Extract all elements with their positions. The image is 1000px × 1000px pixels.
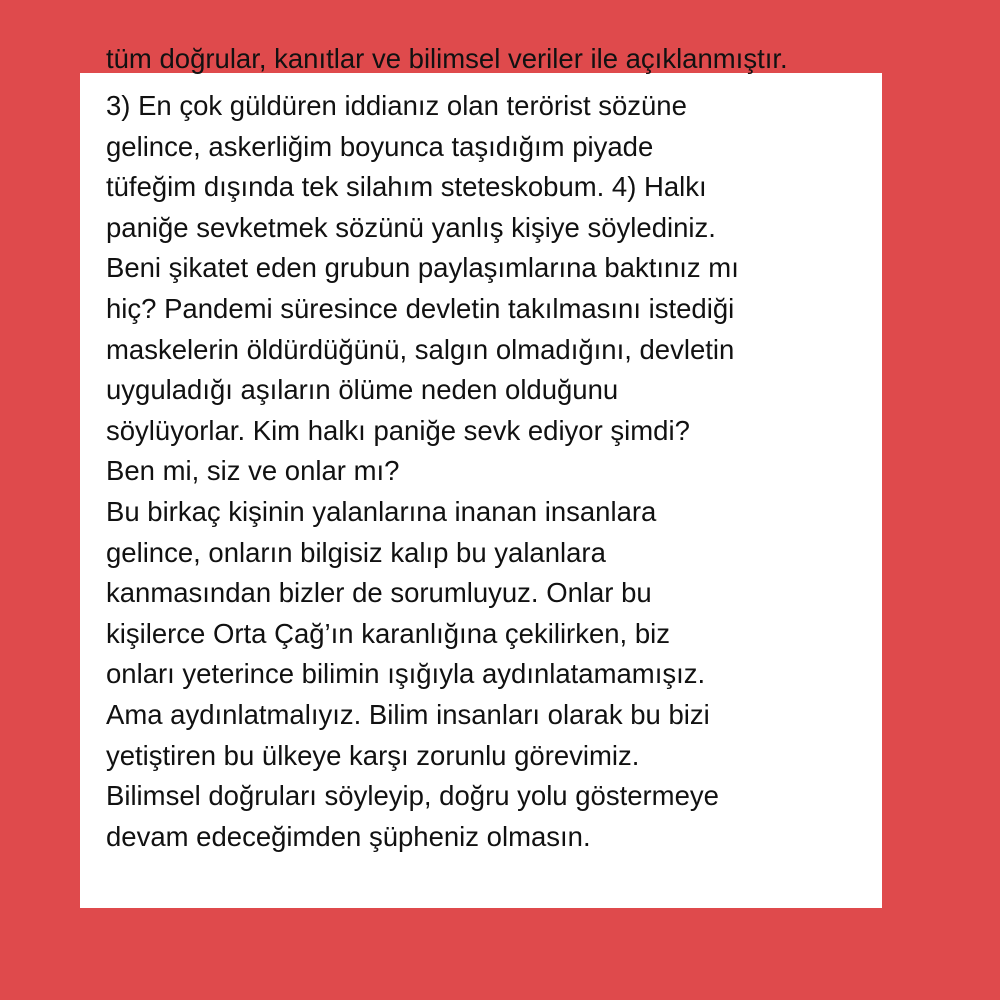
text-line: Bilimsel doğruları söyleyip, doğru yolu göstermeye (106, 780, 719, 812)
text-line: gelince, askerliğim boyunca taşıdığım piyade (106, 130, 654, 162)
text-line: Ama aydınlatmalıyız. Bilim insanları olarak bu bizi (106, 698, 710, 730)
text-line: maskelerin öldürdüğünü, salgın olmadığını, devletin (106, 333, 735, 365)
text-line: yetiştiren bu ülkeye karşı zorunlu görevimiz. (106, 739, 640, 771)
text-line: gelince, onların bilgisiz kalıp bu yalanlara (106, 536, 606, 568)
text-line: 3) En çok güldüren iddianız olan terörist sözüne (106, 90, 687, 121)
text-line: tüfeğim dışında tek silahım steteskobum. 4) Halkı (106, 171, 707, 203)
body-text (106, 86, 866, 857)
cut-off-text-line: tüm doğrular, kanıtlar ve bilimsel veriler ile açıklanmıştır. (106, 43, 788, 74)
text-line: Bu birkaç kişinin yalanlarına inanan insanlara (106, 495, 657, 527)
text-line: paniğe sevketmek sözünü yanlış kişiye söylediniz. (106, 211, 716, 243)
text-line: uyguladığı aşıların ölüme neden olduğunu (106, 374, 619, 406)
text-line: devam edeceğimden şüpheniz olmasın. (106, 820, 591, 852)
text-line: hiç? Pandemi süresince devletin takılmasını istediği (106, 292, 735, 324)
text-line: Ben mi, siz ve onlar mı? (106, 455, 400, 487)
text-line: söylüyorlar. Kim halkı paniğe sevk ediyor şimdi? (106, 414, 690, 446)
text-line: kanmasından bizler de sorumluyuz. Onlar bu (106, 577, 652, 609)
text-line: Beni şikatet eden grubun paylaşımlarına baktınız mı (106, 252, 739, 284)
text-card (80, 43, 882, 908)
text-line: kişilerce Orta Çağ’ın karanlığına çekilirken, biz (106, 617, 670, 649)
text-line: onları yeterince bilimin ışığıyla aydınlatamamışız. (106, 658, 706, 690)
